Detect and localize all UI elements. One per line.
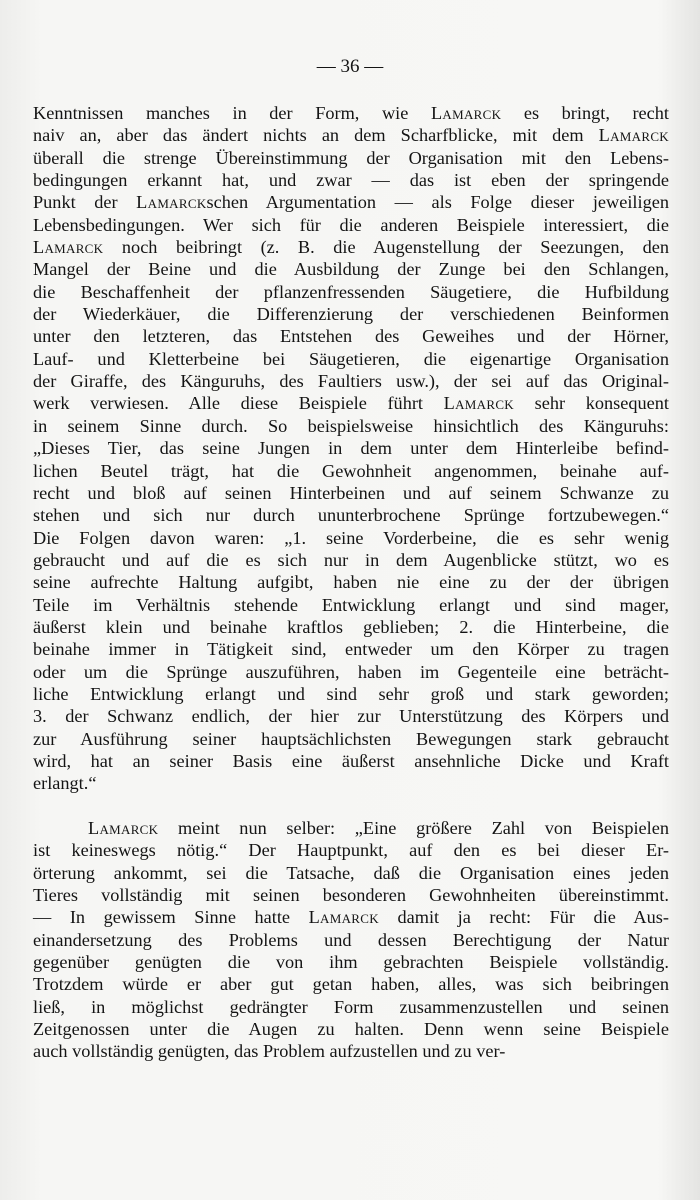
paragraph-gap bbox=[33, 795, 669, 817]
text-run: noch beibringt (z. B. die Augenstellung der Seezungen, den bbox=[103, 237, 669, 258]
text-line bbox=[33, 1018, 669, 1040]
text-run: Kenntnissen manches in der Form, wie bbox=[33, 103, 431, 123]
text-line bbox=[33, 705, 669, 727]
text-line bbox=[33, 460, 669, 482]
text-run: recht und bloß auf seinen Hinterbeinen und auf seinem Schwanze zu bbox=[33, 482, 669, 503]
text-line bbox=[33, 1040, 669, 1062]
text-line bbox=[33, 527, 669, 549]
text-line bbox=[33, 281, 669, 303]
text-run: Zeitgenossen unter die Augen zu halten. Denn wenn seine Beispiele bbox=[33, 1019, 669, 1040]
text-line bbox=[33, 169, 669, 191]
body-text bbox=[33, 102, 669, 1063]
text-run: gegenüber genügten die von ihm gebrachten Beispiele vollständig. bbox=[33, 952, 669, 973]
text-run: auch vollständig genügten, das Problem aufzustellen und zu ver- bbox=[33, 1041, 506, 1062]
text-line bbox=[33, 124, 669, 146]
text-line bbox=[33, 482, 669, 504]
text-line bbox=[33, 370, 669, 392]
text-line bbox=[33, 147, 669, 169]
text-run: „Dieses Tier, das seine Jungen in dem unter dem Hinterleibe befind- bbox=[33, 438, 669, 459]
text-run: sehr konsequent bbox=[513, 393, 669, 414]
text-line bbox=[33, 839, 669, 861]
text-run: meint nun selber: „Eine größere Zahl von Beispielen bbox=[158, 818, 669, 838]
text-run: der Giraffe, des Känguruhs, des Faultiers usw.), der sei auf das Original- bbox=[33, 371, 669, 392]
text-run: naiv an, aber das ändert nichts an dem Scharfblicke, mit dem bbox=[33, 125, 599, 146]
text-run: Teile im Verhältnis stehende Entwicklung erlangt und sind mager, bbox=[33, 594, 669, 615]
text-run: gebraucht und auf die es sich nur in dem Augenblicke stützt, wo es bbox=[33, 549, 669, 570]
text-line bbox=[33, 549, 669, 571]
text-line bbox=[33, 929, 669, 951]
text-run: beinahe immer in Tätigkeit sind, entweder um den Körper zu tragen bbox=[33, 639, 669, 660]
text-run: seine aufrechte Haltung aufgibt, haben nie eine zu der der übrigen bbox=[33, 572, 669, 593]
text-line bbox=[33, 303, 669, 325]
text-line bbox=[33, 884, 669, 906]
author-name: Lamarck bbox=[33, 237, 104, 258]
text-line bbox=[33, 996, 669, 1018]
text-line bbox=[33, 415, 669, 437]
text-run: Tieres vollständig mit seinen besonderen Gewohnheiten übereinstimmt. bbox=[33, 885, 669, 906]
text-line bbox=[33, 728, 669, 750]
text-line bbox=[33, 906, 669, 928]
text-line bbox=[33, 258, 669, 280]
author-name: Lamarck bbox=[88, 818, 159, 838]
text-line bbox=[33, 683, 669, 705]
text-run: Lebensbedingungen. Wer sich für die anderen Beispiele interessiert, die bbox=[33, 214, 669, 235]
text-line bbox=[33, 191, 669, 213]
text-line bbox=[33, 951, 669, 973]
text-line bbox=[33, 817, 669, 839]
text-line bbox=[33, 325, 669, 347]
text-run: ist keineswegs nötig.“ Der Hauptpunkt, auf den es bei dieser Er- bbox=[33, 840, 669, 861]
text-line bbox=[33, 638, 669, 660]
page-number: — 36 — bbox=[316, 56, 384, 77]
text-line bbox=[33, 504, 669, 526]
text-run: ließ, in möglichst gedrängter Form zusammenzustellen und seinen bbox=[33, 996, 669, 1017]
text-run: liche Entwicklung erlangt und sind sehr groß und stark geworden; bbox=[33, 683, 669, 704]
author-name: Lamarck bbox=[598, 125, 669, 146]
text-run: Lauf- und Kletterbeine bei Säugetieren, die eigenartige Organisation bbox=[33, 348, 669, 369]
text-run: schen Argumentation — als Folge dieser jeweiligen bbox=[206, 192, 669, 213]
text-run: einandersetzung des Problems und dessen Berechtigung der Natur bbox=[33, 929, 669, 950]
text-run: 3. der Schwanz endlich, der hier zur Unterstützung des Körpers und bbox=[33, 706, 669, 727]
text-line bbox=[33, 392, 669, 414]
text-run: erlangt.“ bbox=[33, 773, 97, 794]
text-run: oder um die Sprünge auszuführen, haben im Gegenteile eine beträcht- bbox=[33, 661, 669, 682]
text-line bbox=[33, 661, 669, 683]
text-run: Die Folgen davon waren: „1. seine Vorderbeine, die es sehr wenig bbox=[33, 527, 669, 548]
author-name: Lamarck bbox=[430, 103, 502, 123]
text-line bbox=[33, 214, 669, 236]
text-run: in seinem Sinne durch. So beispielsweise hinsichtlich des Känguruhs: bbox=[33, 415, 669, 436]
text-run: örterung ankommt, sei die Tatsache, daß die Organisation eines jeden bbox=[33, 862, 669, 883]
text-run: bedingungen erkannt hat, und zwar — das ist eben der springende bbox=[33, 170, 669, 191]
author-name: Lamarck bbox=[308, 907, 379, 928]
text-run: damit ja recht: Für die Aus- bbox=[378, 907, 669, 928]
text-line bbox=[33, 571, 669, 593]
text-line bbox=[33, 437, 669, 459]
author-name: Lamarck bbox=[443, 393, 514, 414]
text-line bbox=[33, 772, 669, 794]
text-line bbox=[33, 102, 669, 124]
text-line bbox=[33, 236, 669, 258]
text-run: Punkt der bbox=[33, 192, 137, 213]
text-run: Mangel der Beine und die Ausbildung der Zunge bei den Schlangen, bbox=[33, 259, 669, 280]
text-line bbox=[33, 862, 669, 884]
text-run: unter den letzteren, das Entstehen des Geweihes und der Hörner, bbox=[33, 326, 669, 347]
text-run: zur Ausführung seiner hauptsächlichsten Bewegungen stark gebraucht bbox=[33, 728, 669, 749]
text-run: — In gewissem Sinne hatte bbox=[33, 907, 309, 928]
author-name: Lamarck bbox=[136, 192, 207, 213]
text-run: stehen und sich nur durch ununterbrochene Sprünge fortzubewegen.“ bbox=[33, 505, 669, 526]
text-run: die Beschaffenheit der pflanzenfressenden Säugetiere, die Hufbildung bbox=[33, 281, 669, 302]
text-line bbox=[33, 973, 669, 995]
text-run: der Wiederkäuer, die Differenzierung der verschiedenen Beinformen bbox=[33, 304, 669, 325]
text-run: wird, hat an seiner Basis eine äußerst ansehnliche Dicke und Kraft bbox=[33, 750, 669, 771]
text-line bbox=[33, 348, 669, 370]
text-run: lichen Beutel trägt, hat die Gewohnheit angenommen, beinahe auf- bbox=[33, 460, 669, 481]
text-line bbox=[33, 616, 669, 638]
text-run: es bringt, recht bbox=[501, 103, 670, 123]
text-run: überall die strenge Übereinstimmung der Organisation mit den Lebens- bbox=[33, 147, 669, 168]
text-run: äußerst klein und beinahe kraftlos geblieben; 2. die Hinterbeine, die bbox=[33, 616, 669, 637]
text-line bbox=[33, 594, 669, 616]
text-line bbox=[33, 750, 669, 772]
text-run: werk verwiesen. Alle diese Beispiele führt bbox=[33, 393, 444, 414]
text-run: Trotzdem würde er aber gut getan haben, alles, was sich beibringen bbox=[33, 974, 669, 995]
